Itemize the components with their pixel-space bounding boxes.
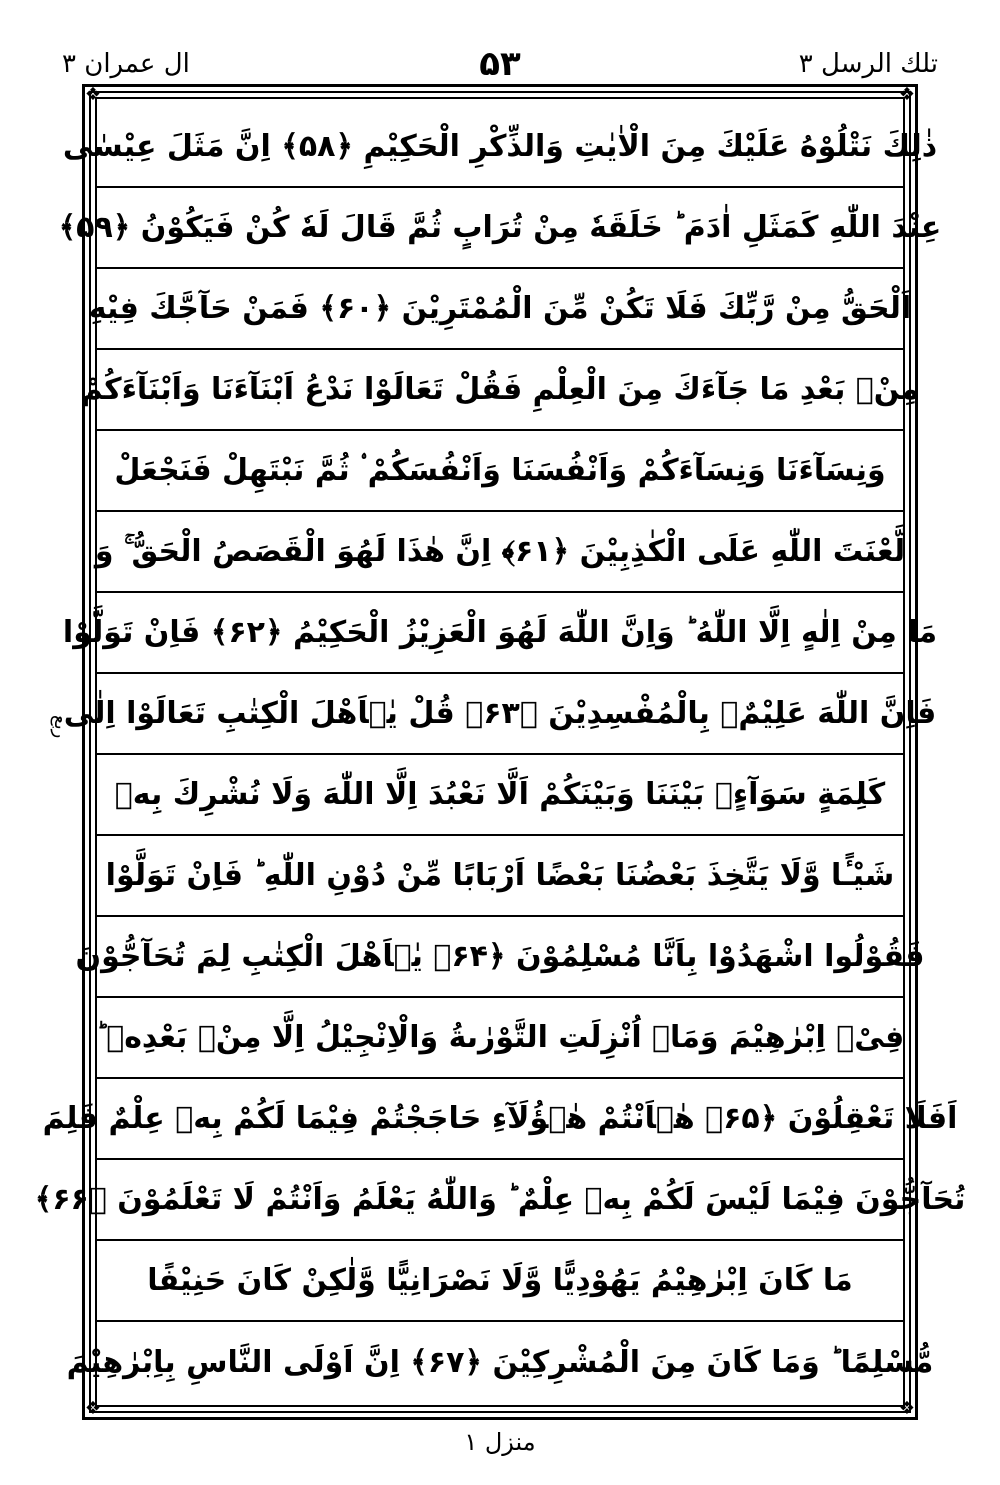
corner-ornament-icon: ❖ bbox=[84, 1398, 102, 1419]
verse-line: مُّسْلِمًا ؕ وَمَا كَانَ مِنَ الْمُشْرِكِيْنَ ﴿۶۷﴾ اِنَّ اَوْلَى النَّاسِ بِاِبْرٰهِيْمَ bbox=[66, 1345, 934, 1380]
verse-line: مِنْۢ بَعْدِ مَا جَآءَكَ مِنَ الْعِلْمِ فَقُلْ تَعَالَوْا نَدْعُ اَبْنَآءَنَا وَاَبْنَآءَكُمْ bbox=[95, 350, 905, 431]
verse-line: مَا كَانَ اِبْرٰهِيْمُ يَهُوْدِيًّا وَّلَا نَصْرَانِيًّا وَّلٰكِنْ كَانَ حَنِيْفًا bbox=[95, 1241, 905, 1322]
verse-line: تُحَآجُّوْنَ فِيْمَا لَيْسَ لَكُمْ بِهٖ عِلْمٌ ؕ وَاللّٰهُ يَعْلَمُ وَاَنْتُمْ لَا تَعْلَمُوْنَ ﴿۶۶﴾ bbox=[95, 1160, 905, 1241]
manzil-label: منزل ۱ bbox=[464, 1428, 536, 1456]
page-number: ۵۳ bbox=[479, 44, 521, 84]
corner-ornament-icon: ❖ bbox=[84, 84, 102, 105]
verse-line: فَقُوْلُوا اشْهَدُوْا بِاَنَّا مُسْلِمُوْنَ ﴿۶۴﴾ يٰۤاَهْلَ الْكِتٰبِ لِمَ تُحَآجُّوْنَ bbox=[95, 917, 905, 998]
verse-line: وَنِسَآءَنَا وَنِسَآءَكُمْ وَاَنْفُسَنَا وَاَنْفُسَكُمْ ۟ ثُمَّ نَبْتَهِلْ فَنَجْعَلْ bbox=[95, 431, 905, 512]
verse-line: عِنْدَ اللّٰهِ كَمَثَلِ اٰدَمَ ؕ خَلَقَهٗ مِنْ تُرَابٍ ثُمَّ قَالَ لَهٗ كُنْ فَيَكُوْنُ ﴿۵۹﴾ bbox=[95, 188, 905, 269]
verse-line: فَاِنَّ اللّٰهَ عَلِيْمٌۢ بِالْمُفْسِدِيْنَ ﴿۶۳﴾ قُلْ يٰۤاَهْلَ الْكِتٰبِ تَعَالَوْا اِلٰى bbox=[95, 674, 905, 755]
margin-marker: ربع bbox=[50, 715, 71, 739]
verse-line: كَلِمَةٍ سَوَآءٍۢ بَيْنَنَا وَبَيْنَكُمْ اَلَّا نَعْبُدَ اِلَّا اللّٰهَ وَلَا نُشْرِكَ بِهٖ bbox=[95, 755, 905, 836]
verse-line: شَيْـًٔا وَّلَا يَتَّخِذَ بَعْضُنَا بَعْضًا اَرْبَابًا مِّنْ دُوْنِ اللّٰهِ ؕ فَاِنْ تَوَلَّوْا bbox=[95, 836, 905, 917]
corner-ornament-icon: ❖ bbox=[898, 1398, 916, 1419]
verse-line: مَا مِنْ اِلٰهٍ اِلَّا اللّٰهُ ؕ وَاِنَّ اللّٰهَ لَهُوَ الْعَزِيْزُ الْحَكِيْمُ ﴿۶۲﴾ فَاِنْ تَوَلَّوْا bbox=[95, 593, 905, 674]
juz-title: تلك الرسل ۳ bbox=[798, 49, 938, 79]
verse-line: ذٰلِكَ نَتْلُوْهُ عَلَيْكَ مِنَ الْاٰيٰتِ وَالذِّكْرِ الْحَكِيْمِ ﴿۵۸﴾ اِنَّ مَثَلَ عِيْسٰى bbox=[95, 107, 905, 188]
verse-line: فِىْۤ اِبْرٰهِيْمَ وَمَاۤ اُنْزِلَتِ التَّوْرٰىةُ وَالْاِنْجِيْلُ اِلَّا مِنْۢ بَعْدِهٖ ؕ bbox=[95, 998, 905, 1079]
surah-title: ال عمران ۳ bbox=[62, 49, 190, 79]
verse-line: لَّعْنَتَ اللّٰهِ عَلَى الْكٰذِبِيْنَ ﴿۶۱﴾ اِنَّ هٰذَا لَهُوَ الْقَصَصُ الْحَقُّ ۚ وَ bbox=[95, 512, 905, 593]
verse-line: اَلْحَقُّ مِنْ رَّبِّكَ فَلَا تَكُنْ مِّنَ الْمُمْتَرِيْنَ ﴿۶۰﴾ فَمَنْ حَآجَّكَ فِيْهِ bbox=[95, 269, 905, 350]
corner-ornament-icon: ❖ bbox=[898, 84, 916, 105]
verse-line: اَفَلَا تَعْقِلُوْنَ ﴿۶۵﴾ هٰۤاَنْتُمْ هٰۤؤُلَآءِ حَاجَجْتُمْ فِيْمَا لَكُمْ بِهٖ عِلْمٌ فَلِمَ bbox=[95, 1079, 905, 1160]
